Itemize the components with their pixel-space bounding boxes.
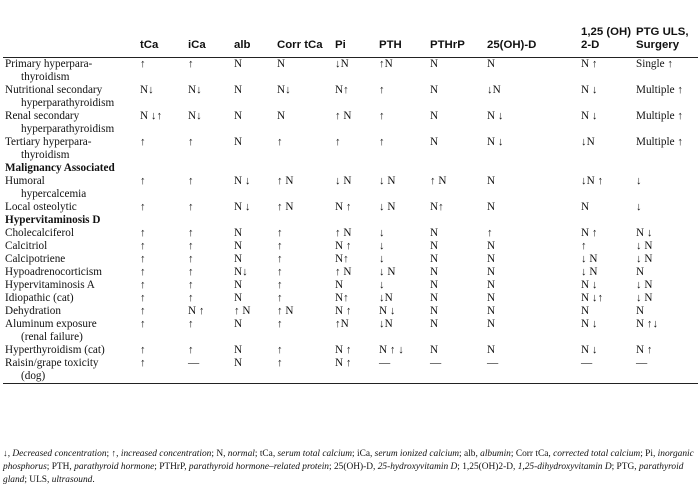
cell-vitd125: N ↓ (581, 318, 598, 330)
cell-vitd125: N ↓ (581, 110, 598, 122)
cell-corr: ↑ (277, 344, 283, 356)
cell-pthrp: N (430, 136, 439, 148)
cell-pthrp: — (428, 357, 485, 384)
cell-pi: N↑ (335, 84, 349, 96)
section-title: Hypervitaminosis D (5, 214, 101, 226)
cell-pthrp: N (430, 305, 439, 317)
footnote-segment: ; PTHrP, (154, 462, 189, 472)
cell-vitd25: N (487, 318, 496, 330)
condition-label: Nutritional secondary (5, 84, 103, 96)
table-row (3, 201, 698, 214)
section-row (3, 214, 698, 227)
footnote-segment: ; PTH, (46, 462, 75, 472)
cell-vitd125: N ↑ (581, 227, 598, 239)
cell-corr: ↑ (277, 279, 283, 291)
cell-tca: ↑ (140, 58, 146, 70)
footnote-segment: 25-hydroxyvitamin D (377, 462, 458, 472)
table-footnote (3, 448, 695, 487)
cell-corr: N (277, 110, 286, 122)
cell-corr: N (277, 58, 286, 70)
cell-corr: ↑ (277, 318, 283, 330)
cell-vitd125: — (579, 357, 634, 384)
cell-alb: N (234, 227, 243, 239)
footnote-segment: ; N, (211, 449, 228, 459)
cell-vitd125: N ↑ (581, 58, 598, 70)
header-row (3, 4, 698, 58)
cell-ptg: ↓ (636, 175, 642, 187)
cell-vitd25: N (487, 201, 496, 213)
condition-cell (3, 136, 138, 162)
cell-ica: ↑ (188, 318, 194, 330)
cell-pi: ↓N (335, 58, 349, 70)
cell-pi: N ↑ (335, 344, 352, 356)
cell-vitd125: ↓N ↑ (581, 175, 604, 187)
header-ica: iCa (186, 4, 232, 58)
footnote-segment: Decreased concentration (12, 449, 107, 459)
footnote-segment: parathyroid gland (3, 462, 684, 485)
header-alb: alb (232, 4, 275, 58)
cell-tca: ↑ (140, 305, 146, 317)
cell-ptg: N (636, 305, 645, 317)
footnote-segment: serum ionized calcium (374, 449, 460, 459)
cell-alb: N (234, 84, 243, 96)
cell-ica: N ↑ (188, 305, 205, 317)
cell-corr: ↑ (277, 227, 283, 239)
cell-pthrp: N (430, 344, 439, 356)
table-row (3, 175, 698, 201)
cell-vitd25: N (487, 266, 496, 278)
cell-pth: ↓ N (379, 201, 396, 213)
condition-label: Humoral (5, 175, 45, 187)
footnote-segment: ↓, (3, 449, 13, 459)
cell-vitd125: N (581, 305, 590, 317)
cell-vitd125: ↓ N (581, 266, 598, 278)
condition-cell (3, 240, 138, 253)
cell-tca: ↑ (140, 136, 146, 148)
condition-cell (3, 201, 138, 214)
cell-pi: ↑ N (335, 266, 352, 278)
cell-pth: ↑ (379, 110, 385, 122)
footnote-segment: ; PTG, (611, 462, 639, 472)
condition-label: Dehydration (5, 305, 61, 317)
cell-alb: N (234, 292, 243, 304)
header-condition (3, 4, 138, 58)
condition-label: Calcitriol (5, 240, 48, 252)
cell-vitd25: — (485, 357, 579, 384)
cell-tca: ↑ (140, 266, 146, 278)
condition-label-continued: thyroidism (21, 148, 70, 161)
cell-pth: ↓N (379, 292, 393, 304)
cell-tca: ↑ (140, 175, 146, 187)
cell-alb: N (234, 344, 243, 356)
condition-label-continued: (dog) (21, 369, 46, 382)
header-pthrp: PTHrP (428, 4, 485, 58)
cell-alb: N↓ (234, 266, 248, 278)
condition-label: Hypervitaminosis A (5, 279, 95, 291)
cell-pthrp: N (430, 84, 439, 96)
footnote-segment: ; iCa, (352, 449, 375, 459)
cell-pthrp: N (430, 266, 439, 278)
cell-tca: ↑ (140, 292, 146, 304)
cell-ica: ↑ (188, 58, 194, 70)
cell-alb: N (232, 357, 275, 384)
cell-tca: ↑ (140, 253, 146, 265)
cell-pth: ↓ (379, 227, 385, 239)
cell-pi: N ↑ (335, 201, 352, 213)
condition-cell (3, 175, 138, 201)
cell-pi: ↑N (335, 318, 349, 330)
cell-pthrp: N (430, 279, 439, 291)
cell-alb: N (234, 136, 243, 148)
condition-label-continued: hyperparathyroidism (21, 122, 115, 135)
section-row (3, 162, 698, 175)
cell-pi: ↓ N (335, 175, 352, 187)
cell-corr: ↑ (277, 266, 283, 278)
footnote-segment: . (92, 475, 95, 485)
condition-label: Idiopathic (cat) (5, 292, 74, 304)
condition-cell (3, 253, 138, 266)
cell-vitd25: N (487, 292, 496, 304)
cell-ica: N↓ (188, 110, 202, 122)
cell-pth: ↓ N (379, 175, 396, 187)
cell-alb: N (234, 318, 243, 330)
cell-vitd25: N (487, 305, 496, 317)
condition-label: Hyperthyroidism (cat) (5, 344, 105, 356)
cell-vitd125: ↑ (581, 240, 587, 252)
condition-cell (3, 266, 138, 279)
cell-pi: N↑ (335, 292, 349, 304)
cell-vitd25: N ↓ (487, 110, 504, 122)
header-ptg: PTG ULS, Surgery (634, 4, 698, 58)
condition-cell (3, 227, 138, 240)
cell-alb: N (234, 110, 243, 122)
condition-label: Hypoadrenocorticism (5, 266, 102, 278)
cell-pi: ↑ N (335, 110, 352, 122)
cell-alb: N ↓ (234, 201, 251, 213)
cell-pthrp: N↑ (430, 201, 444, 213)
condition-cell (3, 305, 138, 318)
table-row (3, 305, 698, 318)
cell-pth: ↑ (379, 84, 385, 96)
condition-cell (3, 58, 138, 85)
cell-pth: N ↑ ↓ (379, 344, 404, 356)
condition-label: Cholecalciferol (5, 227, 74, 239)
footnote-segment: ; Pi, (640, 449, 658, 459)
condition-label-continued: (renal failure) (21, 330, 83, 343)
condition-cell (3, 344, 138, 357)
condition-cell (3, 318, 138, 344)
cell-pth: ↑ (379, 136, 385, 148)
cell-tca: ↑ (140, 279, 146, 291)
cell-pi: N↑ (335, 253, 349, 265)
header-pi: Pi (333, 4, 377, 58)
cell-tca: ↑ (138, 357, 186, 384)
cell-ptg: Single ↑ (636, 58, 673, 70)
table-row (3, 58, 698, 85)
cell-alb: N (234, 279, 243, 291)
condition-cell (3, 279, 138, 292)
cell-pi: N ↑ (333, 357, 377, 384)
condition-label: Local osteolytic (5, 201, 77, 213)
footnote-segment: ; Corr tCa, (510, 449, 554, 459)
table-row (3, 110, 698, 136)
condition-label: Raisin/grape toxicity (5, 357, 99, 369)
condition-cell (3, 292, 138, 305)
cell-ptg: Multiple ↑ (636, 84, 683, 96)
cell-vitd125: N ↓↑ (581, 292, 604, 304)
condition-label-continued: thyroidism (21, 70, 70, 83)
table-row (3, 279, 698, 292)
footnote-segment: corrected total calcium (553, 449, 641, 459)
cell-ica: ↑ (188, 201, 194, 213)
condition-label: Tertiary hyperpara- (5, 136, 92, 148)
table-row (3, 253, 698, 266)
cell-pthrp: N (430, 227, 439, 239)
cell-pthrp: N (430, 318, 439, 330)
cell-alb: N (234, 240, 243, 252)
cell-pth: N ↓ (379, 305, 396, 317)
cell-corr: ↑ (277, 136, 283, 148)
cell-vitd25: N (487, 279, 496, 291)
cell-pth: ↓ N (379, 266, 396, 278)
cell-pth: — (377, 357, 428, 384)
cell-vitd125: N ↓ (581, 344, 598, 356)
cell-alb: N (234, 253, 243, 265)
cell-tca: ↑ (140, 227, 146, 239)
cell-pthrp: N (430, 240, 439, 252)
table-row (3, 84, 698, 110)
cell-ptg: N (636, 266, 645, 278)
footnote-segment: 1,25-dihydroxyvitamin D (517, 462, 612, 472)
header-pth: PTH (377, 4, 428, 58)
footnote-segment: albumin (480, 449, 511, 459)
cell-pi: ↑ (335, 136, 341, 148)
cell-ptg: ↓ N (636, 279, 653, 291)
cell-corr: ↑ N (277, 175, 294, 187)
footnote-segment: ; 25(OH)-D, (329, 462, 378, 472)
cell-corr: ↑ N (277, 201, 294, 213)
table-row (3, 318, 698, 344)
condition-cell (3, 84, 138, 110)
cell-ptg: ↓ N (636, 292, 653, 304)
cell-pth: ↓ (379, 253, 385, 265)
cell-ptg: — (634, 357, 698, 384)
cell-ica: — (186, 357, 232, 384)
footnote-segment: normal (227, 449, 255, 459)
footnote-segment: ; tCa, (254, 449, 278, 459)
cell-ica: ↑ (188, 227, 194, 239)
condition-cell (3, 110, 138, 136)
footnote-segment: parathyroid hormone (74, 462, 155, 472)
footnote-segment: increased concentration (120, 449, 212, 459)
table-row (3, 357, 698, 384)
cell-ica: ↑ (188, 266, 194, 278)
header-tca: tCa (138, 4, 186, 58)
table-body (3, 58, 698, 384)
cell-ica: ↑ (188, 292, 194, 304)
cell-tca: ↑ (140, 240, 146, 252)
cell-pth: ↓ (379, 279, 385, 291)
cell-ica: ↑ (188, 279, 194, 291)
cell-vitd125: N (581, 201, 590, 213)
cell-ica: ↑ (188, 253, 194, 265)
cell-tca: ↑ (140, 201, 146, 213)
condition-label: Renal secondary (5, 110, 80, 122)
cell-vitd25: N (487, 240, 496, 252)
cell-ptg: Multiple ↑ (636, 110, 683, 122)
cell-ptg: N ↑↓ (636, 318, 659, 330)
footnote-segment: ultrasound (51, 475, 93, 485)
header-125ohd: 1,25 (OH) 2-D (579, 4, 634, 58)
cell-pthrp: ↑ N (430, 175, 447, 187)
cell-vitd125: ↓N (581, 136, 595, 148)
cell-pthrp: N (430, 110, 439, 122)
condition-label: Primary hyperpara- (5, 58, 93, 70)
cell-pth: ↓ (379, 240, 385, 252)
cell-vitd25: N (487, 175, 496, 187)
cell-ica: ↑ (188, 175, 194, 187)
cell-vitd25: N ↓ (487, 136, 504, 148)
cell-ptg: ↓ (636, 201, 642, 213)
cell-alb: N (234, 58, 243, 70)
cell-pi: N ↑ (335, 240, 352, 252)
footnote-segment: inorganic phosphorus (3, 449, 694, 472)
header-corr-tca: Corr tCa (275, 4, 333, 58)
cell-corr: N↓ (277, 84, 291, 96)
table-row (3, 292, 698, 305)
footnote-segment: ; ULS, (24, 475, 52, 485)
footnote-segment: ; ↑, (106, 449, 121, 459)
cell-corr: ↑ N (277, 305, 294, 317)
cell-corr: ↑ (277, 292, 283, 304)
cell-ptg: Multiple ↑ (636, 136, 683, 148)
cell-ica: ↑ (188, 344, 194, 356)
cell-vitd125: N ↓ (581, 84, 598, 96)
cell-vitd125: ↓ N (581, 253, 598, 265)
cell-vitd25: ↓N (487, 84, 501, 96)
cell-pthrp: N (430, 58, 439, 70)
cell-vitd25: ↑ (487, 227, 493, 239)
cell-alb: N ↓ (234, 175, 251, 187)
cell-vitd125: N ↓ (581, 279, 598, 291)
footnote-segment: parathyroid hormone–related protein (188, 462, 329, 472)
footnote-segment: ; alb, (459, 449, 481, 459)
condition-cell (3, 357, 138, 384)
table-row (3, 266, 698, 279)
cell-tca: ↑ (140, 318, 146, 330)
cell-ica: ↑ (188, 136, 194, 148)
cell-ica: ↑ (188, 240, 194, 252)
differential-table (3, 4, 698, 384)
section-title: Malignancy Associated (5, 162, 115, 174)
table-row (3, 344, 698, 357)
header-25ohd: 25(OH)-D (485, 4, 579, 58)
cell-vitd25: N (487, 58, 496, 70)
table-row (3, 136, 698, 162)
cell-tca: N↓ (140, 84, 154, 96)
cell-pi: ↑ N (335, 227, 352, 239)
cell-corr: ↑ (277, 240, 283, 252)
cell-ptg: ↓ N (636, 240, 653, 252)
cell-pi: N ↑ (335, 305, 352, 317)
condition-label: Calcipotriene (5, 253, 66, 265)
cell-ptg: ↓ N (636, 253, 653, 265)
cell-corr: ↑ (275, 357, 333, 384)
cell-pi: N (335, 279, 344, 291)
footnote-segment: serum total calcium (277, 449, 353, 459)
cell-alb: ↑ N (234, 305, 251, 317)
table-row (3, 240, 698, 253)
cell-corr: ↑ (277, 253, 283, 265)
condition-label-continued: hyperparathyroidism (21, 96, 115, 109)
cell-pthrp: N (430, 253, 439, 265)
cell-tca: N ↓↑ (140, 110, 163, 122)
cell-tca: ↑ (140, 344, 146, 356)
cell-ptg: N ↓ (636, 227, 653, 239)
cell-pth: ↑N (379, 58, 393, 70)
cell-pth: ↓N (379, 318, 393, 330)
condition-label: Aluminum exposure (5, 318, 97, 330)
condition-label-continued: hypercalcemia (21, 187, 87, 200)
cell-ptg: N ↑ (636, 344, 653, 356)
footnote-segment: ; 1,25(OH)2-D, (457, 462, 518, 472)
table-row (3, 227, 698, 240)
cell-pthrp: N (430, 292, 439, 304)
cell-vitd25: N (487, 344, 496, 356)
cell-vitd25: N (487, 253, 496, 265)
cell-ica: N↓ (188, 84, 202, 96)
